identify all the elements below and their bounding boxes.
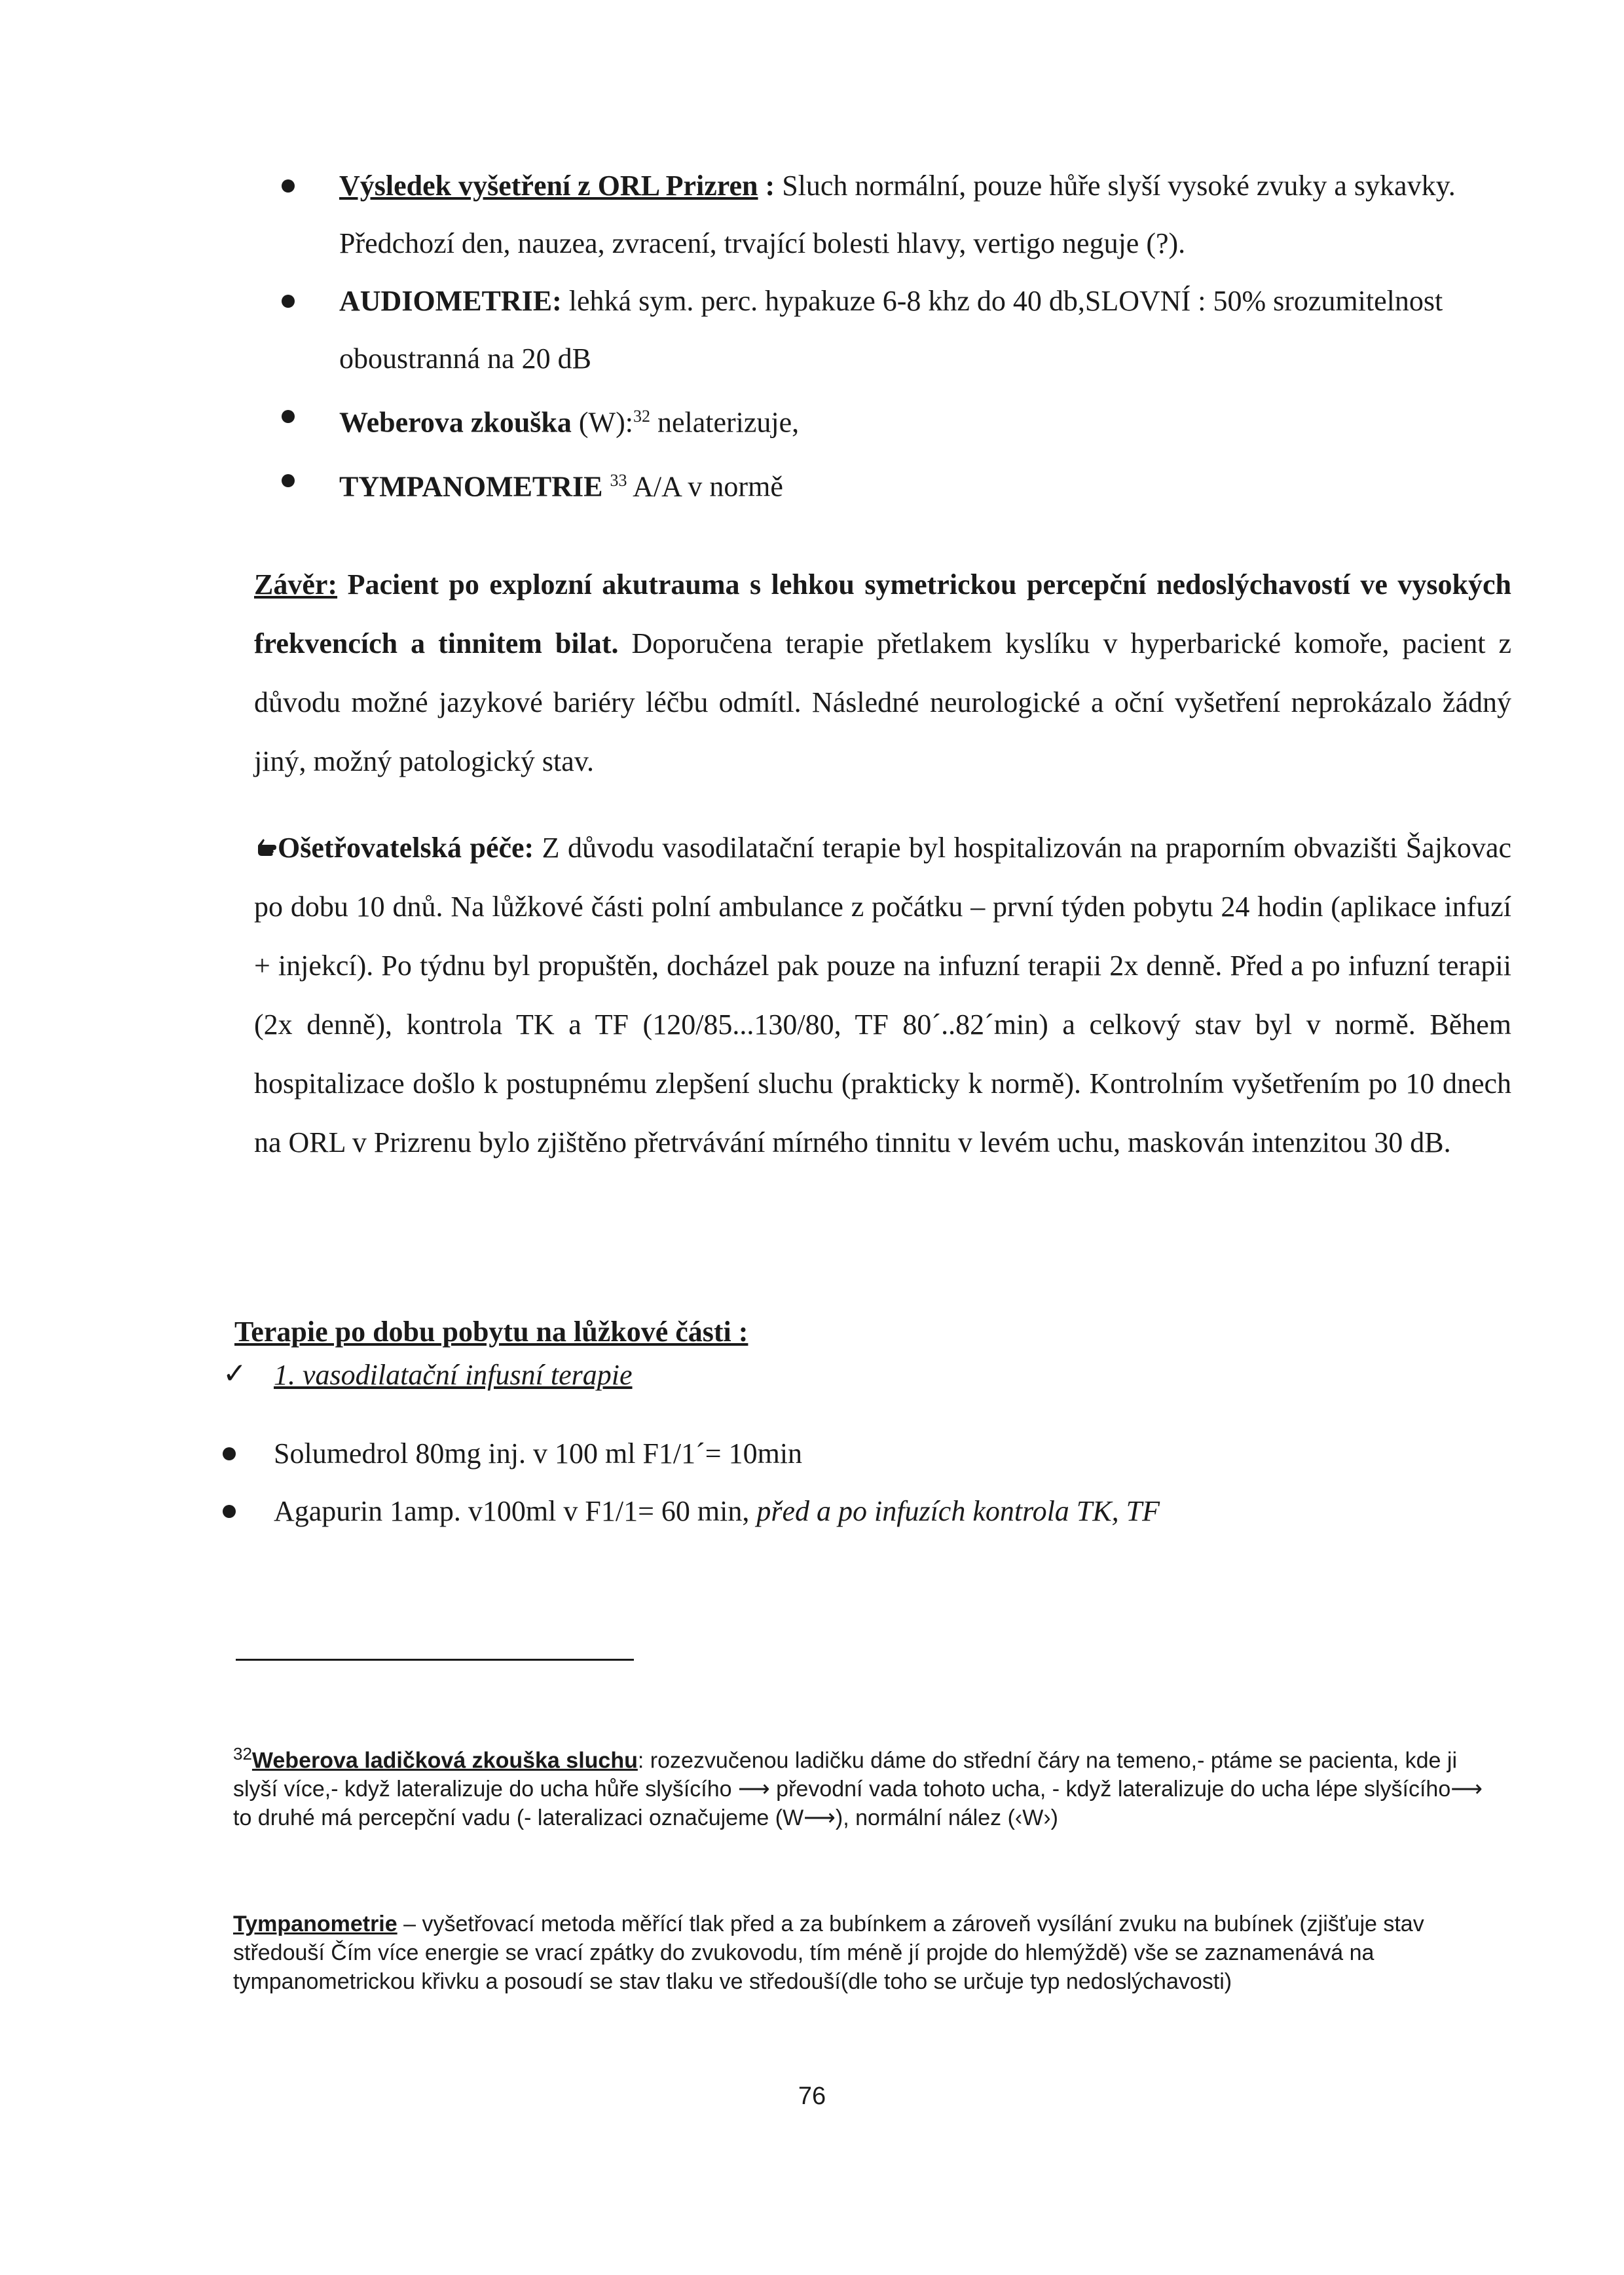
list-item: [282, 452, 1513, 516]
list-item: [223, 1483, 1500, 1540]
bullet-icon: [282, 179, 295, 193]
page-number: 76: [798, 2082, 826, 2110]
item-text: lehká sym. perc. hypakuze 6-8 khz do 40 db,SLOVNÍ : 50% srozumitelnost oboustranná na 20 dB: [339, 285, 1443, 375]
therapy-list: [223, 1425, 1500, 1540]
footnote-number: 32: [233, 1744, 252, 1764]
conclusion-text: Doporučena terapie přetlakem kyslíku v hyperbarické komoře, pacient z důvodu možné jazykové bariéry léčbu odmítl. Následné neurologické a oční vyšetření neprokázalo žádný jiný, možný patologický stav.: [254, 627, 1512, 777]
footnote: [233, 1739, 1497, 1832]
list-item: [282, 272, 1513, 388]
item-text: Agapurin 1amp. v100ml v F1/1= 60 min,: [274, 1495, 750, 1527]
checkmark-icon: ✓: [223, 1357, 247, 1390]
exam-results-list: [282, 157, 1513, 515]
footnote-separator: [236, 1659, 634, 1661]
item-text: A/A v normě: [627, 470, 783, 503]
therapy-subheading: 1. vasodilatační infusní terapie: [274, 1359, 633, 1391]
bullet-icon: [223, 1447, 236, 1460]
footnote-heading: Weberova ladičková zkouška sluchu: [251, 1748, 638, 1773]
nursing-care-paragraph: [254, 819, 1511, 1172]
conclusion-label: Závěr:: [254, 568, 338, 601]
footnote-ref: 32: [633, 407, 650, 426]
item-label: TYMPANOMETRIE: [339, 470, 603, 503]
bullet-icon: [282, 474, 295, 487]
list-item: Výsledek vyšetření z ORL Prizren : Sluch normální, pouze hůře slyší vysoké zvuky a sykavky. Předchozí den, nauzea, zvracení, trvající bolesti hlavy, vertigo neguje (?).: [282, 157, 1513, 272]
conclusion-bold-text: Pacient po explozní akutrauma s lehkou symetrickou percepční nedoslýchavostí ve vysokých frekvencích a tinnitem bilat.: [254, 568, 1511, 659]
footnote-text: : rozezvučenou ladičku dáme do střední čáry na temeno,- ptáme se pacienta, kde ji slyší více,- když lateralizuje do ucha hůře slyšícího ⟶ převodní vada tohoto ucha, - když lateralizuje do ucha lépe slyšícího⟶ to druhé má percepční vadu (- lateralizaci označujeme (W⟶), normální nález (‹W›): [233, 1748, 1483, 1831]
list-item: Weberova zkouška (W):$^{32}$ nelaterizuje,: [282, 388, 1513, 452]
footnote-ref: 33: [610, 470, 627, 490]
therapy-heading: Terapie po dobu pobytu na lůžkové části :: [234, 1316, 748, 1348]
list-item: [223, 1425, 1500, 1483]
item-text: Sluch normální, pouze hůře slyší vysoké zvuky a sykavky. Předchozí den, nauzea, zvracení, trvající bolesti hlavy, vertigo neguje (?).: [339, 170, 1456, 259]
item-label: AUDIOMETRIE:: [339, 285, 562, 317]
item-text: Solumedrol 80mg inj. v 100 ml F1/1´= 10min: [274, 1437, 803, 1470]
hand-pointer-icon: [254, 836, 278, 859]
conclusion-paragraph: [254, 555, 1511, 791]
item-label: Výsledek vyšetření z ORL Prizren: [339, 170, 758, 202]
footnote-heading: Tympanometrie: [233, 1912, 397, 1936]
item-text: nelaterizuje,: [650, 406, 800, 439]
item-label: Weberova zkouška: [339, 406, 572, 439]
footnote-text: – vyšetřovací metoda měřící tlak před a za bubínkem a zároveň vysílání zvuku na bubínek (zjišťuje stav středouší Čím více energie se vrací zpátky do zvukovodu, tím méně jí projde do hlemýždě) vše se zaznamenává na tympanometrickou křivku a posoudí se stav tlaku ve středouší(dle toho se určuje typ nedoslýchavosti): [233, 1912, 1424, 1994]
footnote: [233, 1910, 1497, 1996]
bullet-icon: [282, 410, 295, 423]
nursing-care-label: Ošetřovatelská péče:: [278, 832, 534, 864]
bullet-icon: [223, 1505, 236, 1518]
item-italic-text: před a po infuzích kontrola TK, TF: [749, 1495, 1160, 1527]
bullet-icon: [282, 295, 295, 308]
nursing-care-text: Z důvodu vasodilatační terapie byl hospitalizován na praporním obvazišti Šajkovac po dobu 10 dnů. Na lůžkové části polní ambulance z počátku – první týden pobytu 24 hodin (aplikace infuzí + injekcí). Po týdnu byl propuštěn, docházel pak pouze na infuzní terapii 2x denně. Před a po infuzní terapii (2x denně), kontrola TK a TF (120/85...130/80, TF 80´..82´min) a celkový stav byl v normě. Během hospitalizace došlo k postupnému zlepšení sluchu (prakticky k normě). Kontrolním vyšetřením po 10 dnech na ORL v Prizrenu bylo zjištěno přetrvávání mírného tinnitu v levém uchu, maskován intenzitou 30 dB.: [254, 832, 1511, 1158]
